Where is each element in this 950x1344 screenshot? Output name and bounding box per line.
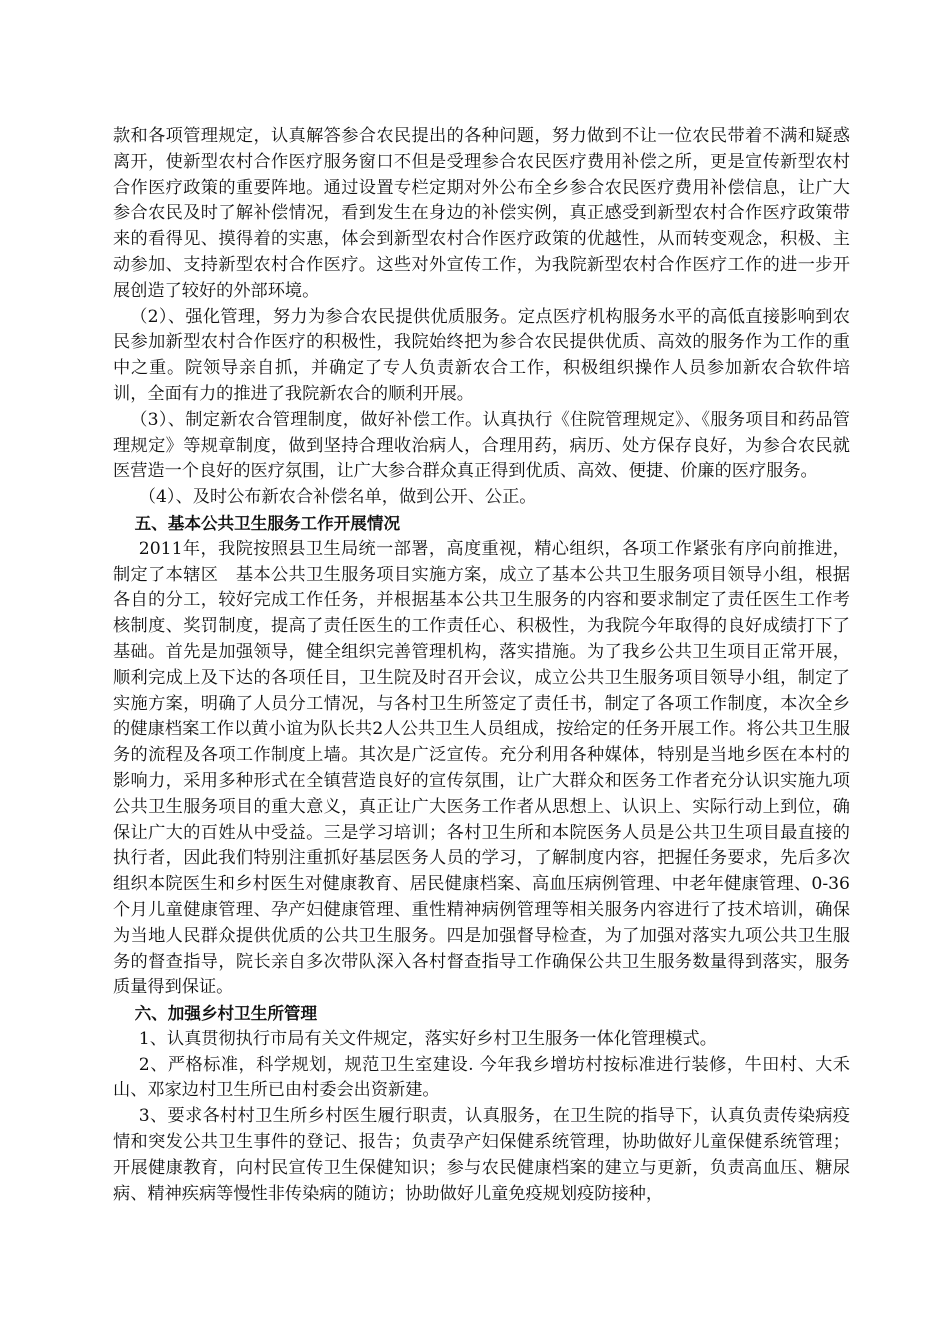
paragraph-item-3: （3）、制定新农合管理制度，做好补偿工作。认真执行《住院管理规定》、《服务项目和药品管理规定》等规章制度，做到坚持合理收治病人，合理用药，病历、处方保存良好，为参合农民就医营造一个良好的医疗氛围，让广大参合群众真正得到优质、高效、便捷、价廉的医疗服务。: [113, 409, 850, 482]
paragraph-village-2: 2、严格标准，科学规划，规范卫生室建设. 今年我乡增坊村按标准进行装修，牛田村、大禾山、邓家边村卫生所已由村委会出资新建。: [113, 1054, 850, 1101]
paragraph-window-publicity: 款和各项管理规定，认真解答参合农民提出的各种问题，努力做到不让一位农民带着不满和疑惑离开，使新型农村合作医疗服务窗口不但是受理参合农民医疗费用补偿之所，更是宣传新型农村合作医疗政策的重要阵地。通过设置专栏定期对外公布全乡参合农民医疗费用补偿信息，让广大参合农民及时了解补偿情况，看到发生在身边的补偿实例，真正感受到新型农村合作医疗政策带来的看得见、摸得着的实惠，体会到新型农村合作医疗政策的优越性，从而转变观念，积极、主动参加、支持新型农村合作医疗。这些对外宣传工作，为我院新型农村合作医疗工作的进一步开展创造了较好的外部环境。: [113, 126, 850, 301]
paragraph-village-3: 3、要求各村村卫生所乡村医生履行职责，认真服务，在卫生院的指导下，认真负责传染病疫情和突发公共卫生事件的登记、报告；负责孕产妇保健系统管理，协助做好儿童保健系统管理；开展健康教育，向村民宣传卫生保健知识；参与农民健康档案的建立与更新，负责高血压、糖尿病、精神疾病等慢性非传染病的随访；协助做好儿童免疫规划疫防接种，: [113, 1106, 850, 1204]
document-page: [113, 124, 850, 1207]
paragraph-public-health: 2011年，我院按照县卫生局统一部署，高度重视，精心组织，各项工作紧张有序向前推进，制定了本辖区 基本公共卫生服务项目实施方案，成立了基本公共卫生服务项目领导小组，根据各自的分工，较好完成工作任务，并根据基本公共卫生服务的内容和要求制定了责任医生工作考核制度、奖罚制度，提高了责任医生的工作责任心、积极性，为我院今年取得的良好成绩打下了基础。首先是加强领导，健全组织完善管理机构，落实措施。为了我乡公共卫生项目正常开展，顺利完成上及下达的各项任目，卫生院及时召开会议，成立公共卫生服务项目领导小组，制定了实施方案，明确了人员分工情况，与各村卫生所签定了责任书，制定了各项工作制度，本次全乡的健康档案工作以黄小谊为队长共2人公共卫生人员组成，按给定的任务开展工作。将公共卫生服务的流程及各项工作制度上墙。其次是广泛宣传。充分利用各种媒体，特别是当地乡医在本村的影响力，采用多种形式在全镇营造良好的宣传氛围，让广大群众和医务工作者充分认识实施九项公共卫生服务项目的重大意义，真正让广大医务工作者从思想上、认识上、实际行动上到位，确保让广大的百姓从中受益。三是学习培训；各村卫生所和本院医务人员是公共卫生项目最直接的执行者，因此我们特别注重抓好基层医务人员的学习，了解制度内容，把握任务要求，先后多次组织本院医生和乡村医生对健康教育、居民健康档案、高血压病例管理、中老年健康管理、0-36个月儿童健康管理、孕产妇健康管理、重性精神病例管理等相关服务内容进行了技术培训，确保为当地人民群众提供优质的公共卫生服务。四是加强督导检查，为了加强对落实九项公共卫生服务的督查指导，院长亲自多次带队深入各村督查指导工作确保公共卫生服务数量得到落实，服务质量得到保证。: [113, 538, 850, 998]
section-heading-5: 五、基本公共卫生服务工作开展情况: [134, 513, 401, 533]
section-heading-6: 六、加强乡村卫生所管理: [134, 1004, 318, 1024]
paragraph-item-4: （4）、及时公布新农合补偿名单，做到公开、公正。: [138, 487, 537, 508]
paragraph-village-1: 1、认真贯彻执行市局有关文件规定，落实好乡村卫生服务一体化管理模式。: [138, 1028, 717, 1049]
paragraph-item-2: （2）、强化管理，努力为参合农民提供优质服务。定点医疗机构服务水平的高低直接影响到农民参加新型农村合作医疗的积极性，我院始终把为参合农民提供优质、高效的服务作为工作的重中之重。院领导亲自抓，并确定了专人负责新农合工作，积极组织操作人员参加新农合软件培训，全面有力的推进了我院新农合的顺利开展。: [113, 306, 850, 404]
